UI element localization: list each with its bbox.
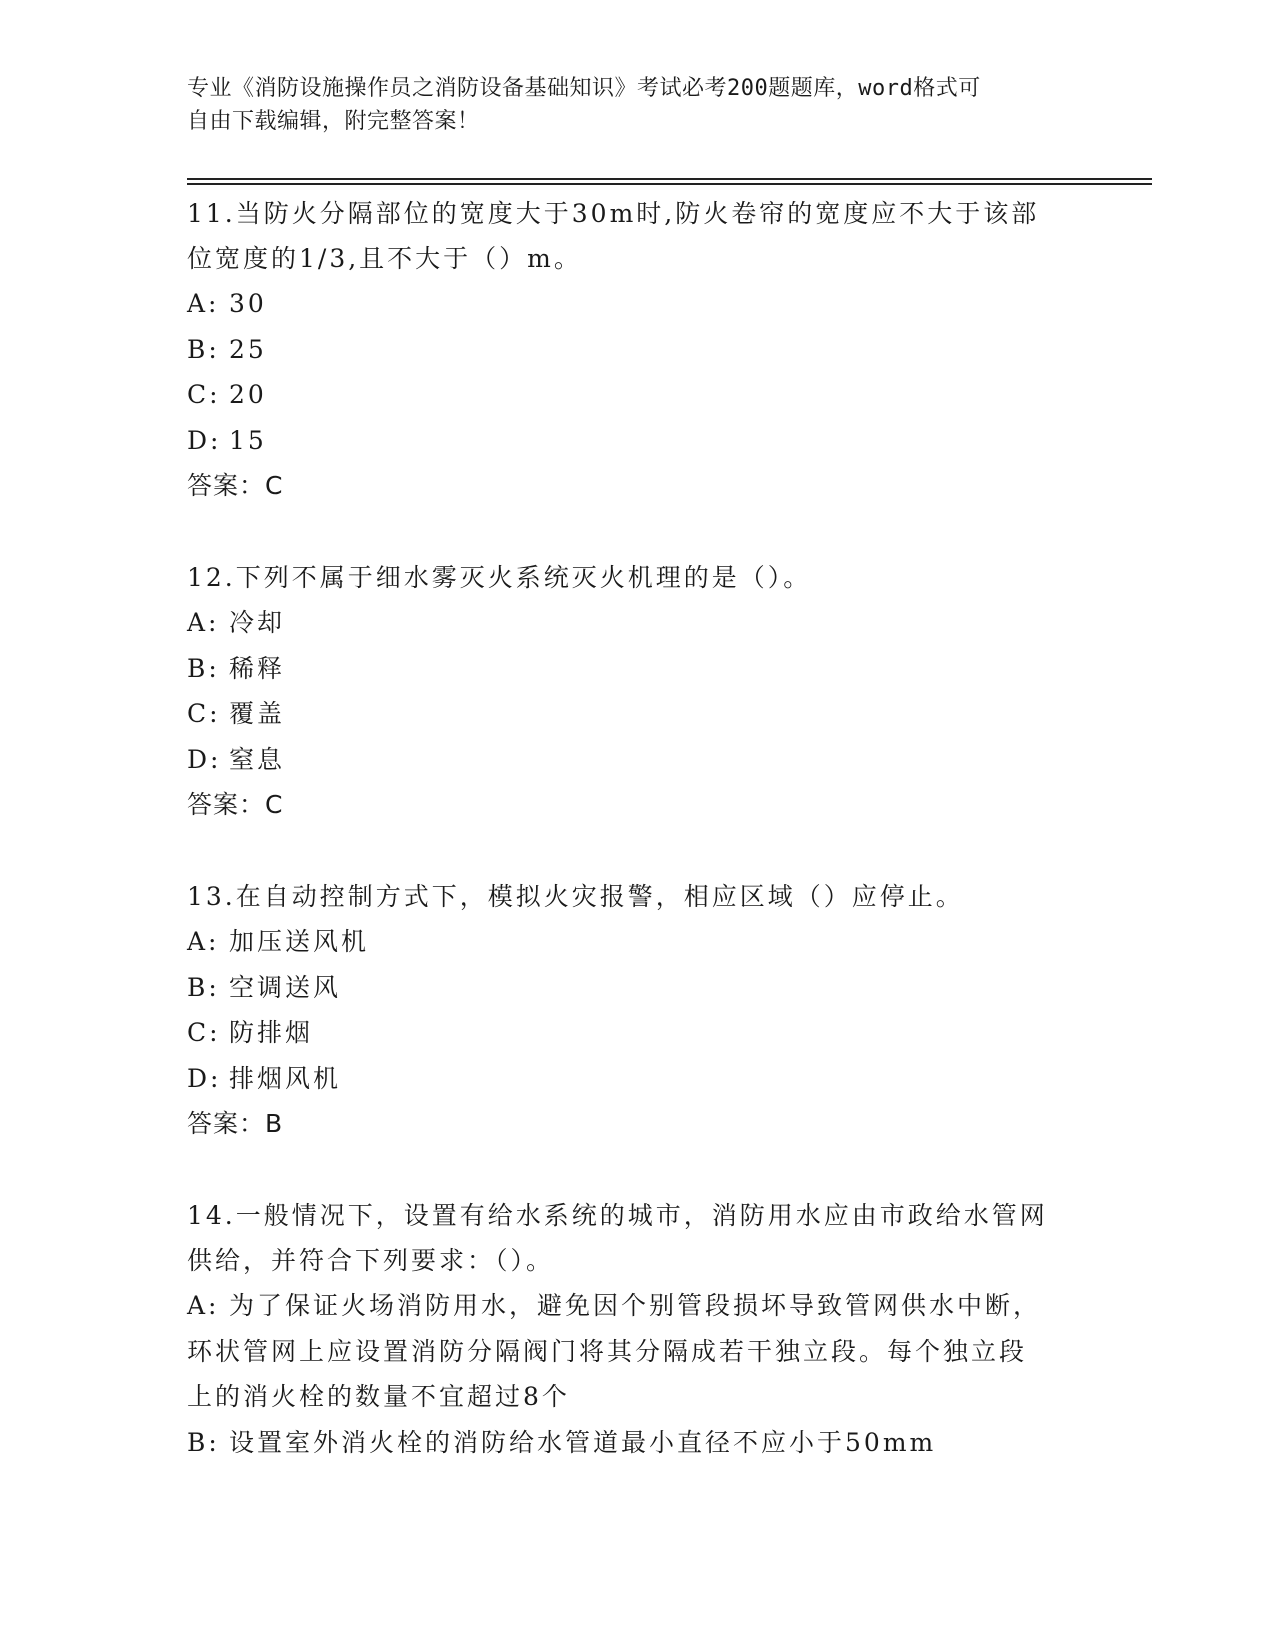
option-a (187, 1283, 1087, 1329)
question-stem-line: 13.在自动控制方式下，模拟火灾报警，相应区域（）应停止。 (187, 882, 964, 911)
option-key: C: (187, 1018, 221, 1047)
option-key: B: (187, 1427, 220, 1457)
option-b (187, 1420, 1087, 1466)
option-key: C: (187, 699, 221, 728)
spacer (187, 827, 1087, 874)
document-header (187, 72, 1067, 138)
option-a-continuation: 环状管网上应设置消防分隔阀门将其分隔成若干独立段。每个独立段 (187, 1336, 1028, 1366)
option-a (187, 919, 1087, 965)
option-text: 25 (229, 334, 267, 364)
option-key: D: (187, 744, 222, 774)
option-text: 为了保证火场消防用水，避免因个别管段损坏导致管网供水中断， (229, 1291, 1042, 1320)
option-d (187, 1056, 1087, 1102)
option-text: 覆盖 (229, 699, 286, 728)
option-text: 20 (229, 380, 267, 409)
header-divider-bottom (187, 183, 1152, 185)
option-c (187, 372, 1087, 418)
header-line-1: 专业《消防设施操作员之消防设备基础知识》考试必考200题题库，word格式可 (187, 76, 981, 101)
question-stem-line: 位宽度的1/3,且不大于（）m。 (187, 244, 582, 273)
option-d (187, 737, 1087, 783)
header-divider-top (187, 178, 1152, 180)
option-text: 冷却 (229, 608, 286, 637)
option-key: B: (187, 653, 220, 683)
option-key: D: (187, 425, 222, 455)
option-key: D: (187, 1063, 222, 1093)
option-key: A: (187, 927, 220, 956)
option-text: 防排烟 (229, 1018, 314, 1047)
option-text: 30 (229, 289, 267, 318)
header-line-2: 自由下载编辑，附完整答案！ (187, 109, 480, 134)
spacer (187, 508, 1087, 555)
option-key: A: (187, 608, 220, 637)
question-stem-line: 14.一般情况下，设置有给水系统的城市，消防用水应由市政给水管网 (187, 1201, 1048, 1230)
option-c (187, 691, 1087, 737)
option-text: 稀释 (229, 653, 286, 683)
option-text: 设置室外消火栓的消防给水管道最小直径不应小于50mm (229, 1427, 937, 1457)
question-13 (187, 874, 1087, 1146)
option-key: C: (187, 380, 221, 409)
option-a (187, 281, 1087, 327)
question-stem-line: 12.下列不属于细水雾灭火系统灭火机理的是（）。 (187, 563, 812, 592)
answer-line: 答案：B (187, 1109, 284, 1138)
option-text: 窒息 (229, 744, 286, 774)
answer-line: 答案：C (187, 790, 284, 819)
question-14 (187, 1193, 1087, 1465)
question-stem-line: 供给，并符合下列要求：（）。 (187, 1246, 555, 1275)
question-list (187, 191, 1087, 1465)
option-key: A: (187, 289, 220, 318)
answer-line: 答案：C (187, 471, 284, 500)
option-c (187, 1010, 1087, 1056)
option-a-continuation: 上的消火栓的数量不宜超过8个 (187, 1382, 570, 1411)
question-stem-line: 11.当防火分隔部位的宽度大于30m时,防火卷帘的宽度应不大于该部 (187, 199, 1040, 228)
option-key: A: (187, 1291, 220, 1320)
question-12 (187, 555, 1087, 827)
spacer (187, 1146, 1087, 1193)
option-b (187, 327, 1087, 373)
option-key: B: (187, 972, 220, 1002)
option-key: B: (187, 334, 220, 364)
option-text: 15 (229, 425, 267, 455)
option-text: 加压送风机 (229, 927, 370, 956)
option-b (187, 646, 1087, 692)
option-d (187, 418, 1087, 464)
option-a (187, 600, 1087, 646)
option-text: 空调送风 (229, 972, 342, 1002)
option-b (187, 965, 1087, 1011)
question-11 (187, 191, 1087, 508)
option-text: 排烟风机 (229, 1063, 342, 1093)
